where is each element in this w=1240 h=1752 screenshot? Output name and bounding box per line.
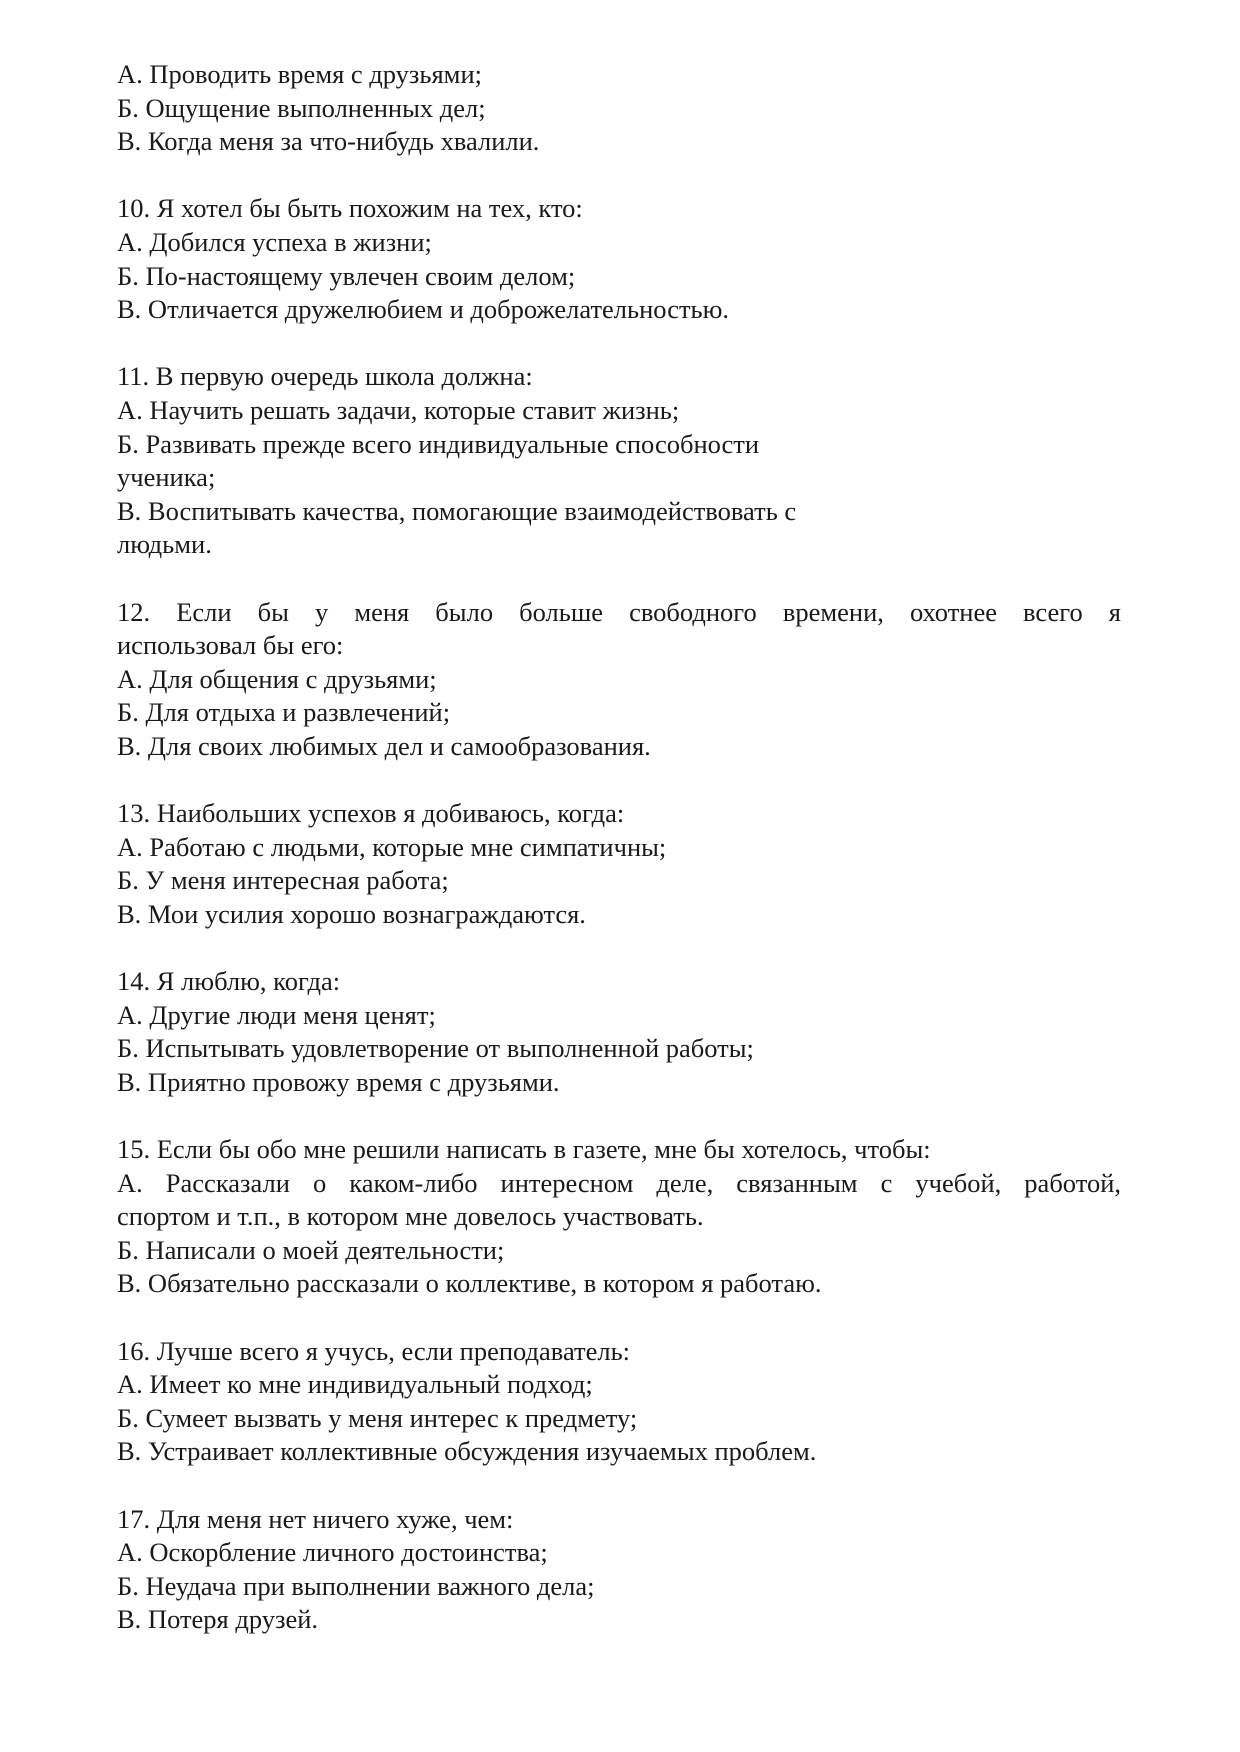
question-16-block <box>117 1335 1121 1469</box>
q17-option-c: В. Потеря друзей. <box>117 1604 319 1635</box>
q15-option-a-line2: спортом и т.п., в котором мне довелось участвовать. <box>117 1201 704 1232</box>
q16-question: 16. Лучше всего я учусь, если преподаватель: <box>117 1335 631 1366</box>
question-15-block <box>117 1133 1121 1301</box>
q14-option-c: В. Приятно провожу время с друзьями. <box>117 1066 560 1097</box>
question-10-block <box>117 192 1121 326</box>
document-page <box>117 58 1121 1671</box>
q11-question: 11. В первую очередь школа должна: <box>117 361 533 392</box>
q10-option-b: Б. По-настоящему увлечен своим делом; <box>117 260 576 291</box>
q15-option-c: В. Обязательно рассказали о коллективе, в котором я работаю. <box>117 1268 822 1299</box>
q12-question-line1: 12. Если бы у меня было больше свободного времени, охотнее всего я <box>117 596 1121 627</box>
question-12-block <box>117 596 1121 764</box>
q15-option-a-line1: А. Рассказали о каком-либо интересном деле, связанным с учебой, работой, <box>117 1167 1121 1198</box>
q10-question: 10. Я хотел бы быть похожим на тех, кто: <box>117 193 583 224</box>
q9-option-a: А. Проводить время с друзьями; <box>117 59 482 89</box>
q14-option-a: А. Другие люди меня ценят; <box>117 999 436 1030</box>
q15-question: 15. Если бы обо мне решили написать в газете, мне бы хотелось, чтобы: <box>117 1134 931 1164</box>
question-14-block <box>117 965 1121 1099</box>
q12-option-b: Б. Для отдыха и развлечений; <box>117 697 451 728</box>
q17-option-a: А. Оскорбление личного достоинства; <box>117 1537 548 1568</box>
q11-option-a: А. Научить решать задачи, которые ставит жизнь; <box>117 394 680 425</box>
q14-option-b: Б. Испытывать удовлетворение от выполненной работы; <box>117 1033 754 1064</box>
q13-option-b: Б. У меня интересная работа; <box>117 865 449 896</box>
q13-option-a: А. Работаю с людьми, которые мне симпатичны; <box>117 831 667 862</box>
question-9-block <box>117 58 1121 159</box>
q14-question: 14. Я люблю, когда: <box>117 966 341 997</box>
q16-option-a: А. Имеет ко мне индивидуальный подход; <box>117 1369 593 1400</box>
q12-option-c: В. Для своих любимых дел и самообразования. <box>117 730 651 761</box>
question-13-block <box>117 797 1121 931</box>
question-17-block <box>117 1503 1121 1637</box>
q9-option-b: Б. Ощущение выполненных дел; <box>117 92 486 123</box>
q16-option-c: В. Устраивает коллективные обсуждения изучаемых проблем. <box>117 1436 817 1467</box>
q11-option-b-line1: Б. Развивать прежде всего индивидуальные способности <box>117 428 760 459</box>
q17-question: 17. Для меня нет ничего хуже, чем: <box>117 1503 514 1534</box>
q16-option-b: Б. Сумеет вызвать у меня интерес к предмету; <box>117 1402 638 1433</box>
q9-option-c: В. Когда меня за что-нибудь хвалили. <box>117 126 540 157</box>
q17-option-b: Б. Неудача при выполнении важного дела; <box>117 1570 595 1601</box>
q11-option-c-line1: В. Воспитывать качества, помогающие взаимодействовать с <box>117 495 797 526</box>
q10-option-a: А. Добился успеха в жизни; <box>117 226 432 257</box>
q10-option-c: В. Отличается дружелюбием и доброжелательностью. <box>117 294 730 325</box>
q13-option-c: В. Мои усилия хорошо вознаграждаются. <box>117 898 586 929</box>
q11-option-c-line2: людьми. <box>117 529 212 560</box>
q15-option-b: Б. Написали о моей деятельности; <box>117 1234 505 1265</box>
question-11-block <box>117 360 1121 562</box>
q12-option-a: А. Для общения с друзьями; <box>117 663 437 694</box>
q12-question-line2: использовал бы его: <box>117 630 344 661</box>
q13-question: 13. Наибольших успехов я добиваюсь, когда: <box>117 798 625 829</box>
q11-option-b-line2: ученика; <box>117 462 216 493</box>
